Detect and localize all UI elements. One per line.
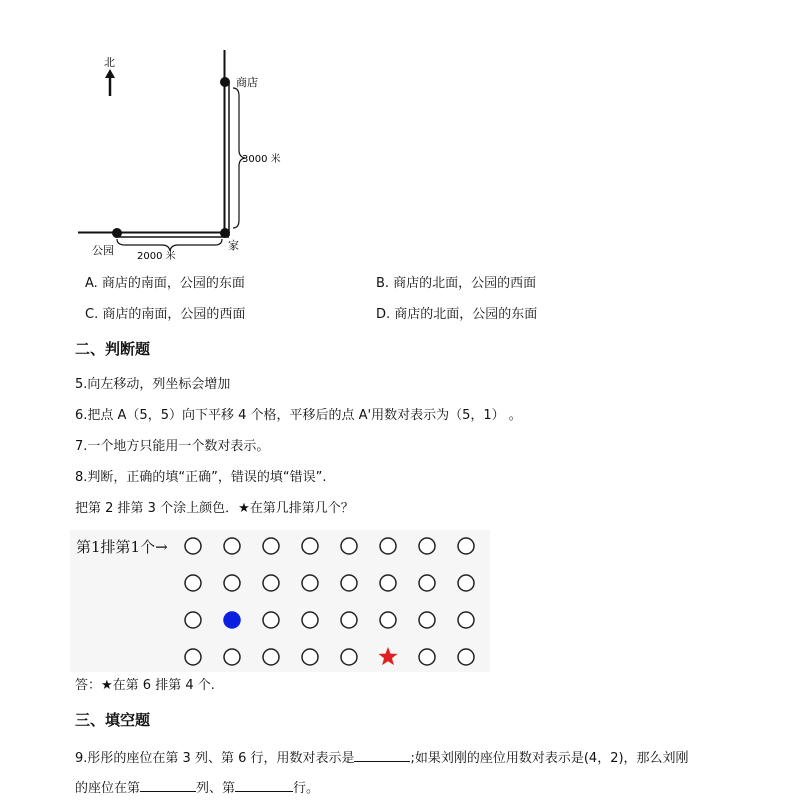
seat-circle[interactable] [224, 649, 240, 665]
seat-circle[interactable] [224, 538, 240, 554]
section-2-title: 二、判断题 [75, 340, 151, 358]
seat-circle[interactable] [341, 612, 357, 628]
seat-circle[interactable] [224, 575, 240, 591]
seat-circle[interactable] [341, 538, 357, 554]
north-label: 北 [104, 56, 115, 69]
home-label: 家 [228, 239, 239, 252]
seat-circle[interactable] [263, 575, 279, 591]
answer-blank-3[interactable] [235, 778, 293, 792]
option-a: A. 商店的南面，公园的东面 [85, 276, 245, 291]
seat-grid-svg [70, 530, 490, 672]
seat-circle[interactable] [458, 538, 474, 554]
question-9-text-1: 9.彤彤的座位在第 3 列、第 6 行，用数对表示是 [75, 751, 355, 766]
section-3-title: 三、填空题 [75, 711, 151, 729]
seat-circle[interactable] [419, 612, 435, 628]
answer-text: 答：★在第 6 排第 4 个. [75, 678, 215, 693]
seat-circle[interactable] [302, 538, 318, 554]
seat-circle[interactable] [458, 649, 474, 665]
seat-circle[interactable] [380, 612, 396, 628]
question-9-text-4: 列、第 [196, 781, 236, 796]
seat-circle[interactable] [419, 649, 435, 665]
seat-circle[interactable] [419, 575, 435, 591]
park-point [112, 228, 122, 238]
seat-circle[interactable] [302, 575, 318, 591]
north-arrow-icon [105, 69, 115, 96]
star-mark-icon [379, 647, 398, 665]
answer-blank-2[interactable] [140, 778, 196, 792]
shop-label: 商店 [236, 76, 258, 89]
seat-circle[interactable] [185, 538, 201, 554]
seat-circle[interactable] [302, 612, 318, 628]
seat-circle[interactable] [263, 649, 279, 665]
option-c: C. 商店的南面，公园的西面 [85, 307, 246, 322]
answer-blank-1[interactable] [354, 748, 410, 762]
question-9-line1 [75, 748, 689, 767]
question-8: 8.判断，正确的填“正确”，错误的填“错误”. [75, 470, 327, 485]
seat-circle[interactable] [263, 538, 279, 554]
question-9-text-3: 的座位在第 [75, 781, 141, 796]
seat-circle[interactable] [419, 538, 435, 554]
question-9-line2 [75, 778, 319, 797]
question-6: 6.把点 A（5，5）向下平移 4 个格，平移后的点 A'用数对表示为（5，1） 。 [75, 408, 522, 423]
seat-circle[interactable] [185, 612, 201, 628]
seat-circle[interactable] [341, 575, 357, 591]
seat-circle[interactable] [380, 575, 396, 591]
question-9-text-5: 行。 [293, 781, 320, 796]
seat-circle-filled[interactable] [224, 612, 240, 628]
seat-circle[interactable] [302, 649, 318, 665]
horizontal-distance-label: 2000 米 [137, 251, 176, 262]
seat-circle[interactable] [185, 575, 201, 591]
vertical-distance-label: 3000 米 [242, 154, 281, 165]
question-5: 5.向左移动，列坐标会增加 [75, 377, 231, 392]
seat-circle[interactable] [185, 649, 201, 665]
seat-grid [70, 530, 490, 672]
direction-map-svg [0, 0, 320, 265]
park-label: 公园 [92, 244, 114, 257]
seat-circle[interactable] [263, 612, 279, 628]
seat-circle[interactable] [341, 649, 357, 665]
direction-map [0, 0, 320, 265]
option-d: D. 商店的北面，公园的东面 [376, 307, 538, 322]
grid-start-label: 第1排第1个→ [76, 538, 168, 556]
question-9-text-2: ;如果刘刚的座位用数对表示是(4，2)，那么刘刚 [410, 751, 689, 766]
seat-circle[interactable] [458, 575, 474, 591]
seat-circle[interactable] [380, 538, 396, 554]
seat-circle[interactable] [458, 612, 474, 628]
shop-point [220, 77, 230, 87]
question-8-sub: 把第 2 排第 3 个涂上颜色．★在第几排第几个？ [75, 501, 354, 516]
home-point [220, 228, 230, 238]
option-b: B. 商店的北面，公园的西面 [376, 276, 537, 291]
question-7: 7.一个地方只能用一个数对表示。 [75, 439, 270, 454]
horizontal-brace [117, 239, 222, 251]
